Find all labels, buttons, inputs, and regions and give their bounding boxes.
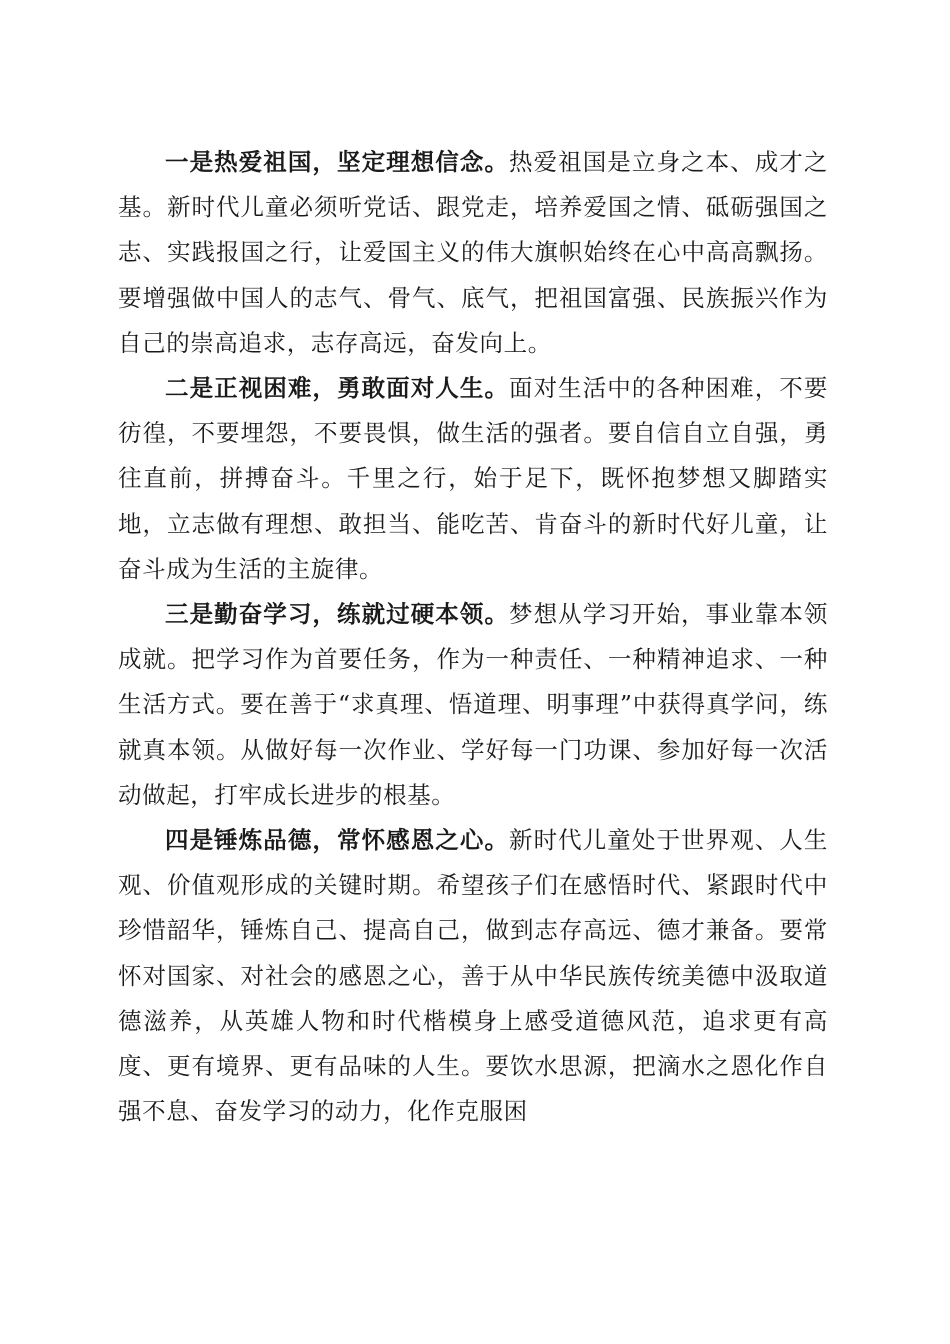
paragraph-face-difficulties (118, 366, 828, 592)
paragraph-heading: 一是热爱祖国，坚定理想信念。 (165, 148, 510, 176)
paragraph-body: 面对生活中的各种困难，不要彷徨，不要埋怨，不要畏惧，做生活的强者。要自信自立自强，勇往直前，拼搏奋斗。千里之行，始于足下，既怀抱梦想又脚踏实地，立志做有理想、敢担当、能吃苦、肯奋斗的新时代好儿童，让奋斗成为生活的主旋律。 (118, 374, 828, 583)
paragraph-cultivate-virtue (118, 818, 828, 1134)
paragraph-body: 梦想从学习开始，事业靠本领成就。把学习作为首要任务，作为一种责任、一种精神追求、一种生活方式。要在善于“求真理、悟道理、明事理”中获得真学问，练就真本领。从做好每一次作业、学好每一门功课、参加好每一次活动做起，打牢成长进步的根基。 (118, 600, 828, 809)
paragraph-heading: 二是正视困难，勇敢面对人生。 (165, 374, 510, 403)
paragraph-love-motherland (118, 140, 828, 366)
paragraph-body: 热爱祖国是立身之本、成才之基。新时代儿童必须听党话、跟党走，培养爱国之情、砥砺强国之志、实践报国之行，让爱国主义的伟大旗帜始终在心中高高飘扬。要增强做中国人的志气、骨气、底气，把祖国富强、民族振兴作为自己的崇高追求，志存高远，奋发向上。 (118, 148, 828, 357)
paragraph-study-hard (118, 592, 828, 818)
paragraph-heading: 四是锤炼品德，常怀感恩之心。 (165, 826, 510, 855)
paragraph-body: 新时代儿童处于世界观、人生观、价值观形成的关键时期。希望孩子们在感悟时代、紧跟时代中珍惜韶华，锤炼自己、提高自己，做到志存高远、德才兼备。要常怀对国家、对社会的感恩之心，善于从中华民族传统美德中汲取道德滋养，从英雄人物和时代楷模身上感受道德风范，追求更有高度、更有境界、更有品味的人生。要饮水思源，把滴水之恩化作自强不息、奋发学习的动力，化作克服困 (118, 826, 828, 1126)
document-page (118, 140, 828, 1134)
paragraph-heading: 三是勤奋学习，练就过硬本领。 (165, 600, 510, 629)
